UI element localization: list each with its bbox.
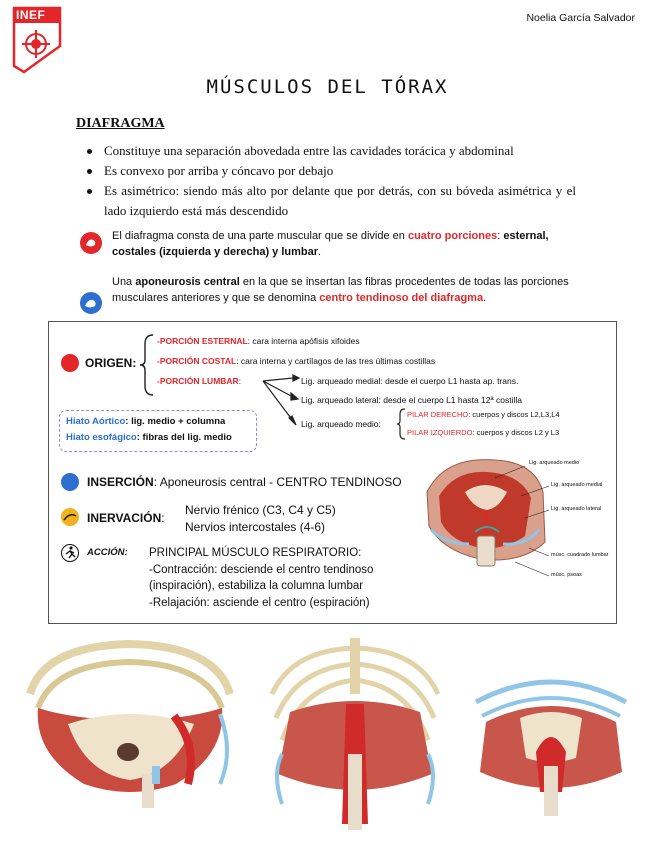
bullet-item: Constituye una separación abovedada entre las cavidades torácica y abdominal xyxy=(84,141,576,161)
lumbar-arrows xyxy=(261,374,301,428)
logo-text: INEF xyxy=(16,8,46,22)
note2-text-a: Una xyxy=(112,276,136,288)
note2-highlight: centro tendinoso del diafragma xyxy=(319,292,484,304)
note-muscular xyxy=(80,228,580,262)
note1-end: . xyxy=(318,246,322,258)
diaphragm-posterior-view xyxy=(466,662,636,822)
pilar-izquierdo: PILAR IZQUIERDO: cuerpos y discos L2 y L3 xyxy=(407,428,560,437)
nervio-frenico: Nervio frénico (C3, C4 y C5) xyxy=(185,503,336,517)
pilar-derecho: PILAR DERECHO: cuerpos y discos L2,L3,L4 xyxy=(407,410,560,419)
porcion-esternal: -PORCIÓN ESTERNAL: cara interna apófisis xifoides xyxy=(157,336,360,346)
fig-label-psoas: músc. psoas xyxy=(551,572,582,578)
accion-label: ACCIÓN: xyxy=(87,547,128,558)
note1-bold: esternal, costales (izquierda y derecha) y lumbar xyxy=(112,230,549,258)
lig-arqueado-medio: Lig. arqueado medio: xyxy=(301,419,381,429)
nervios-intercostales: Nervios intercostales (4-6) xyxy=(185,520,326,534)
running-icon xyxy=(61,544,79,562)
note2-text-b: en la que se insertan las fibras procedentes de todas las porciones musculares anteriores y que se denomina xyxy=(112,276,569,304)
accion-inspiracion: (inspiración), estabiliza la columna lumbar xyxy=(149,580,364,592)
nerve-icon xyxy=(61,508,79,526)
accion-values xyxy=(149,545,434,611)
accion-principal: PRINCIPAL MÚSCULO RESPIRATORIO: xyxy=(149,547,362,559)
note-aponeurosis xyxy=(80,274,580,308)
inervacion-label: INERVACIÓN: xyxy=(87,511,165,525)
section-heading: DIAFRAGMA xyxy=(76,116,165,131)
inef-logo xyxy=(12,6,62,74)
page-title: MÚSCULOS DEL TÓRAX xyxy=(206,76,449,98)
hiato-aortico: Hiato Aórtico: lig. medio + columna xyxy=(66,416,226,427)
note2-end: . xyxy=(483,292,487,304)
origin-icon xyxy=(61,354,79,372)
fig-label-medio: Lig. arqueado medio xyxy=(529,460,580,466)
bullet-list xyxy=(84,141,576,221)
origin-label: ORIGEN: xyxy=(85,356,137,370)
porcion-lumbar: -PORCIÓN LUMBAR: xyxy=(157,376,242,386)
insertion-icon xyxy=(61,473,79,491)
note1-highlight: cuatro porciones xyxy=(407,230,498,242)
note1-text-b: : xyxy=(497,230,504,242)
accion-contraccion: -Contracción: desciende el centro tendinoso xyxy=(149,563,374,576)
note1-text-a: El diafragma consta de una parte muscular que se divide en xyxy=(112,230,408,242)
fig-label-lateral: Lig. arqueado lateral xyxy=(551,506,602,512)
insercion-row: INSERCIÓN: Aponeurosis central - CENTRO TENDINOSO xyxy=(87,475,402,489)
lig-arqueado-lateral: Lig. arqueado lateral: desde el cuerpo L1 hasta 12ª costilla xyxy=(301,395,522,405)
hiatos-box xyxy=(59,410,257,452)
note2-bold: aponeurosis central xyxy=(135,276,240,288)
author-name: Noelia García Salvador xyxy=(526,12,635,24)
bullet-item: Es asimétrico: siendo más alto por delante que por detrás, con su bóveda asimétrica y el lado izquierdo está más descendido xyxy=(84,181,576,221)
red-muscle-icon xyxy=(80,232,102,254)
diaphragm-inferior-diagram xyxy=(425,452,615,582)
fig-label-cuadrado: músc. cuadrado lumbar xyxy=(551,552,609,558)
blue-muscle-icon xyxy=(80,292,102,314)
medio-brace xyxy=(396,408,406,440)
porcion-costal: -PORCIÓN COSTAL: cara interna y cartílagos de las tres últimas costillas xyxy=(157,356,436,366)
diaphragm-superior-view xyxy=(24,634,236,810)
summary-box xyxy=(48,321,617,624)
hiato-esofagico: Hiato esofágico: fibras del lig. medio xyxy=(66,432,232,443)
lig-arqueado-medial: Lig. arqueado medial: desde el cuerpo L1 hasta ap. trans. xyxy=(301,376,519,386)
accion-relajacion: -Relajación: asciende el centro (espiración) xyxy=(149,596,370,609)
bullet-item: Es convexo por arriba y cóncavo por debajo xyxy=(84,161,576,181)
fig-label-medial: Lig. arqueado medial xyxy=(551,482,603,488)
origin-brace xyxy=(139,334,155,396)
diaphragm-anterior-view xyxy=(262,634,448,834)
inervacion-values xyxy=(185,502,336,536)
